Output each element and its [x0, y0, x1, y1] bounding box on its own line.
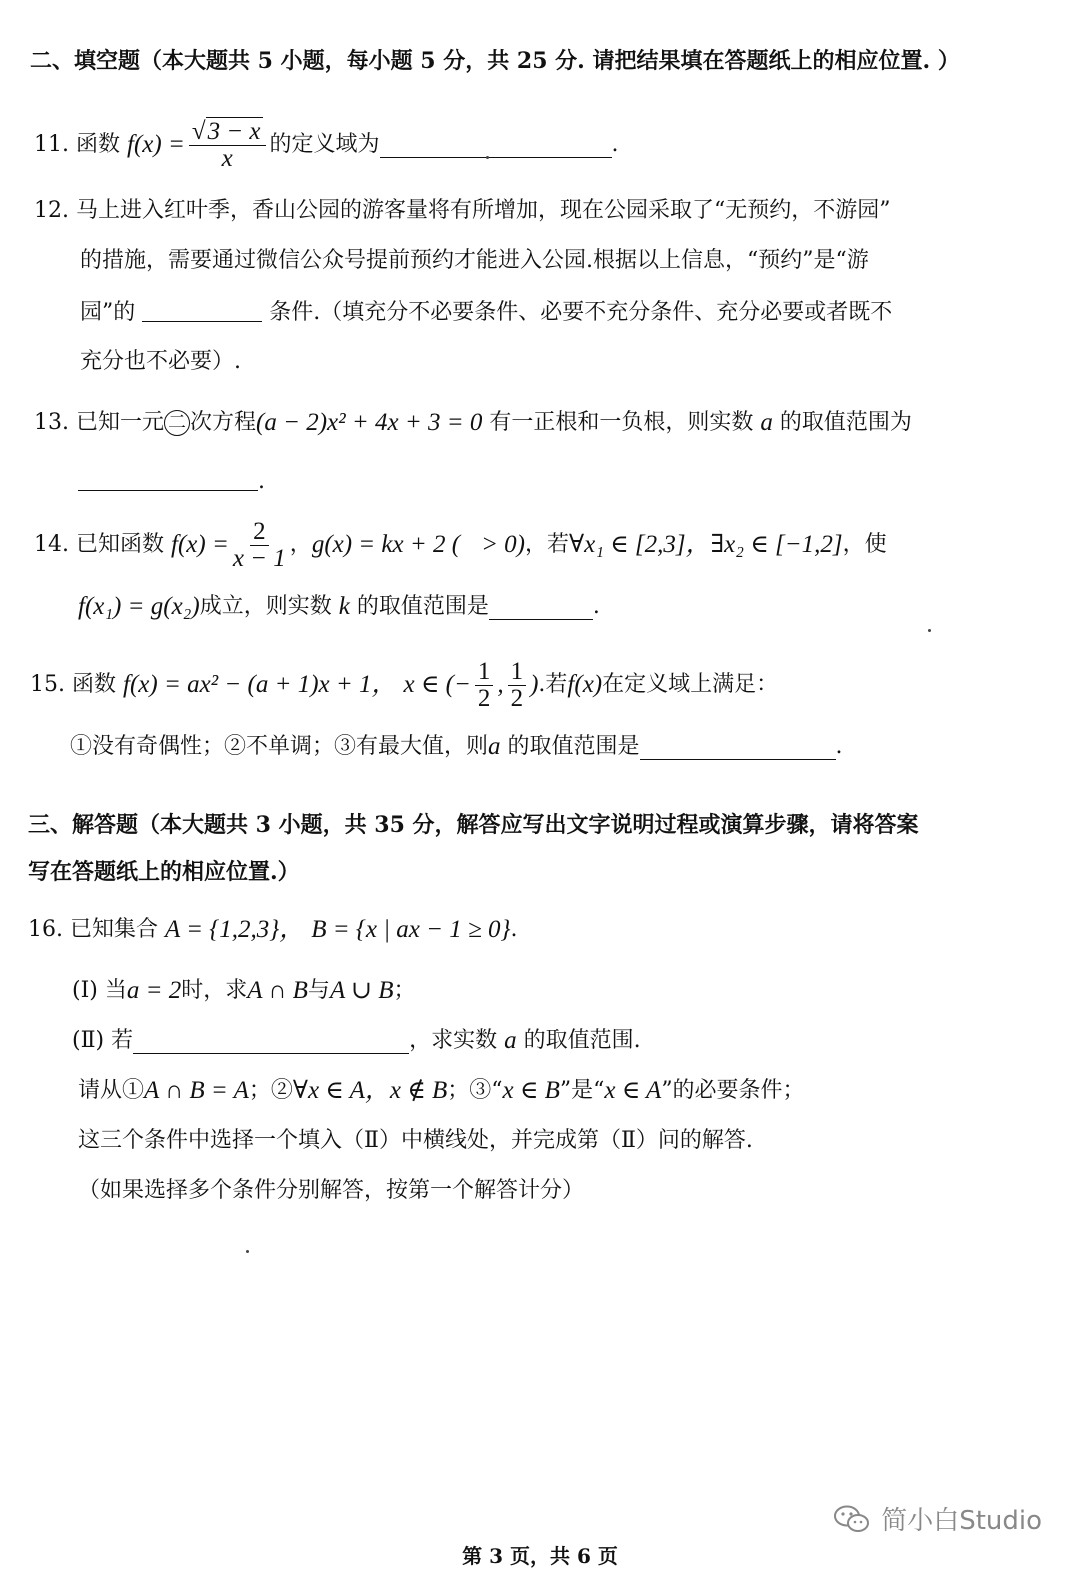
q14-f-denominator: x − 1 — [232, 544, 286, 572]
q12-number: 12. — [34, 198, 69, 223]
q16-part2-rest: ，求实数 — [409, 1028, 498, 1053]
q13-end: . — [258, 469, 265, 494]
q16-part1-rest: 时，求 — [181, 978, 248, 1003]
q16-part2-a: a — [504, 1027, 517, 1054]
q14-fraction — [233, 519, 286, 572]
q13-part4: 的取值范围为 — [779, 410, 912, 435]
q15-half-left-num: 1 — [475, 659, 494, 686]
section2-heading: 二、填空题（本大题共 5 小题，每小题 5 分，共 25 分. 请把结果填在答题纸上的相应位置. ） — [30, 48, 960, 74]
wechat-icon — [833, 1504, 871, 1534]
page-number: 第 3 页，共 6 页 — [462, 1544, 618, 1568]
q14-line2-end: 的取值范围是 — [356, 594, 489, 619]
q14-shi: ，使 — [842, 532, 887, 557]
section3-heading-line1: 三、解答题（本大题共 3 小题，共 35 分，解答应写出文字说明过程或演算步骤，请将答案 — [28, 812, 919, 838]
q16-part1-end: ； — [393, 978, 416, 1003]
q15-prefix: 函数 — [72, 672, 117, 697]
q11-end: . — [611, 132, 619, 157]
q14-cond-text: ，若 — [525, 532, 570, 557]
q16-part1-expr: a = 2 — [126, 977, 182, 1004]
q15-suffix2: 在定义域上满足： — [602, 672, 779, 697]
q16-choose-condition1: A ∩ B = A — [144, 1077, 249, 1104]
q14-line2-text: 成立，则实数 — [199, 594, 332, 619]
question-14-line1 — [34, 510, 887, 580]
q14-k: k — [338, 593, 350, 620]
q16-choose-pre: 请从① — [78, 1078, 145, 1103]
q15-domain-end: ) — [530, 671, 539, 698]
question-13 — [34, 408, 912, 438]
q14-comma: ， — [289, 532, 312, 557]
q11-answer-blank[interactable] — [380, 133, 612, 158]
q15-a: a — [488, 733, 501, 760]
q14-prefix: 已知函数 — [76, 532, 165, 557]
question-15-line1 — [30, 650, 778, 720]
q13-answer-blank[interactable] — [78, 466, 258, 491]
scan-speck — [486, 156, 489, 159]
q13-number: 13. — [34, 410, 69, 435]
q13-part2: 次方程 — [190, 410, 257, 435]
scan-speck — [246, 1250, 249, 1253]
q15-domain-mid: , — [497, 671, 504, 698]
q12-line1: 马上进入红叶季，香山公园的游客量将有所增加，现在公园采取了“无预约，不游园” — [76, 198, 891, 223]
q14-exists: ，∃x₂ ∈ [−1,2] — [685, 531, 843, 558]
q15-half-left — [475, 659, 494, 712]
question-16 — [28, 915, 518, 945]
q15-half-right-den: 2 — [510, 684, 524, 712]
q14-g-expr: g(x) = kx + 2 ( — [311, 531, 461, 558]
q15-line2a: ①没有奇偶性；②不单调；③有最大值，则 — [70, 734, 489, 759]
q16-number: 16. — [28, 917, 63, 942]
q13-part3: 有一正根和一负根，则实数 — [489, 410, 754, 435]
q14-end: . — [592, 594, 600, 619]
q13-var: a — [760, 409, 773, 436]
q16-choose-mid1: ；② — [248, 1078, 293, 1103]
q15-half-right — [508, 659, 527, 712]
q15-fx: f(x) — [567, 671, 603, 698]
q16-condition-blank[interactable] — [133, 1029, 409, 1054]
q16-end: . — [510, 917, 518, 942]
q16-scoring-note: （如果选择多个条件分别解答，按第一个解答计分） — [78, 1178, 585, 1203]
q14-answer-blank[interactable] — [489, 595, 593, 620]
q15-half-left-den: 2 — [477, 684, 491, 712]
q16-part1-intersection: A ∩ B — [247, 977, 308, 1004]
q12-line2: 的措施，需要通过微信公众号提前预约才能进入公园.根据以上信息，“预约”是“游 — [80, 248, 869, 273]
q11-numerator: 3 − x — [207, 117, 261, 145]
q14-f-numerator: 2 — [250, 519, 269, 546]
question-15-line2 — [70, 732, 843, 762]
q15-line2b: 的取值范围是 — [507, 734, 640, 759]
q14-number: 14. — [34, 532, 69, 557]
q13-part1: 已知一元 — [76, 410, 165, 435]
q15-end: . — [835, 734, 843, 759]
question-12-line3 — [80, 297, 892, 328]
q12-line4: 充分也不必要）. — [80, 349, 241, 374]
q14-forall: ∀x₁ ∈ [2,3] — [569, 531, 686, 558]
q16-select-instruction: 这三个条件中选择一个填入（Ⅱ）中横线处，并完成第（Ⅱ）问的解答. — [78, 1128, 753, 1153]
q16-part2-end: 的取值范围. — [523, 1028, 641, 1053]
q16-choose-line — [78, 1076, 805, 1106]
q14-line2-expr: f(x₁) = g(x₂) — [78, 593, 200, 620]
q11-func: f(x) = — [127, 131, 185, 158]
question-11 — [34, 110, 619, 180]
q16-choose-condition3a: x ∈ B — [502, 1077, 560, 1104]
q11-prefix: 函数 — [76, 132, 121, 157]
q16-part1-and: 与 — [307, 978, 330, 1003]
q16-part1 — [72, 976, 416, 1006]
q15-answer-blank[interactable] — [640, 735, 836, 760]
q16-set-b: B = {x | ax − 1 ≥ 0} — [311, 916, 511, 943]
q16-choose-condition2: ∀x ∈ A，x ∉ B — [292, 1077, 448, 1104]
q12-line3b: 条件.（填充分不必要条件、必要不充分条件、充分必要或者既不 — [269, 300, 893, 325]
q11-suffix: 的定义域为 — [269, 132, 380, 157]
q16-part2 — [72, 1026, 641, 1056]
section3-heading-line2: 写在答题纸上的相应位置.） — [28, 859, 300, 885]
q14-g-cond: > 0) — [481, 531, 526, 558]
q13-circled-mark: 二 — [164, 410, 190, 436]
question-12-line1 — [34, 196, 891, 226]
q13-equation: (a − 2)x² + 4x + 3 = 0 — [256, 409, 483, 436]
q13-answer-line — [78, 466, 265, 497]
scan-speck — [928, 629, 931, 632]
q11-fraction: $\frac{√3 - x}{x}$ — [189, 119, 266, 172]
q16-set-a: A = {1,2,3}， — [165, 916, 305, 943]
q16-choose-mid3: ”是“ — [559, 1078, 605, 1103]
q12-line3a: 园”的 — [80, 300, 136, 325]
q11-denominator: x — [221, 144, 233, 172]
q16-part2-text: 若 — [111, 1028, 134, 1053]
q15-half-right-num: 1 — [508, 659, 527, 686]
q15-expr: f(x) = ax² − (a + 1)x + 1， — [123, 671, 397, 698]
q14-f-lhs: f(x) = — [171, 531, 229, 558]
q16-part1-union: A ∪ B — [329, 977, 394, 1004]
q16-choose-end: ”的必要条件； — [661, 1078, 805, 1103]
q11-number: 11. — [34, 132, 69, 157]
watermark-text: 简小白Studio — [881, 1506, 1042, 1536]
q16-part2-label: (Ⅱ) — [72, 1028, 105, 1053]
q16-prefix: 已知集合 — [70, 917, 159, 942]
q15-domain-pre: x ∈ (− — [403, 671, 471, 698]
q16-choose-condition3b: x ∈ A — [604, 1077, 662, 1104]
q16-part1-label: (Ⅰ) — [72, 978, 98, 1003]
q16-part1-text: 当 — [104, 978, 127, 1003]
q16-choose-mid2: ；③“ — [447, 1078, 503, 1103]
q15-number: 15. — [30, 672, 65, 697]
watermark — [833, 1500, 1042, 1537]
q15-suffix1: .若 — [538, 672, 568, 697]
question-14-line2 — [78, 592, 600, 622]
q12-answer-blank[interactable] — [142, 297, 262, 322]
